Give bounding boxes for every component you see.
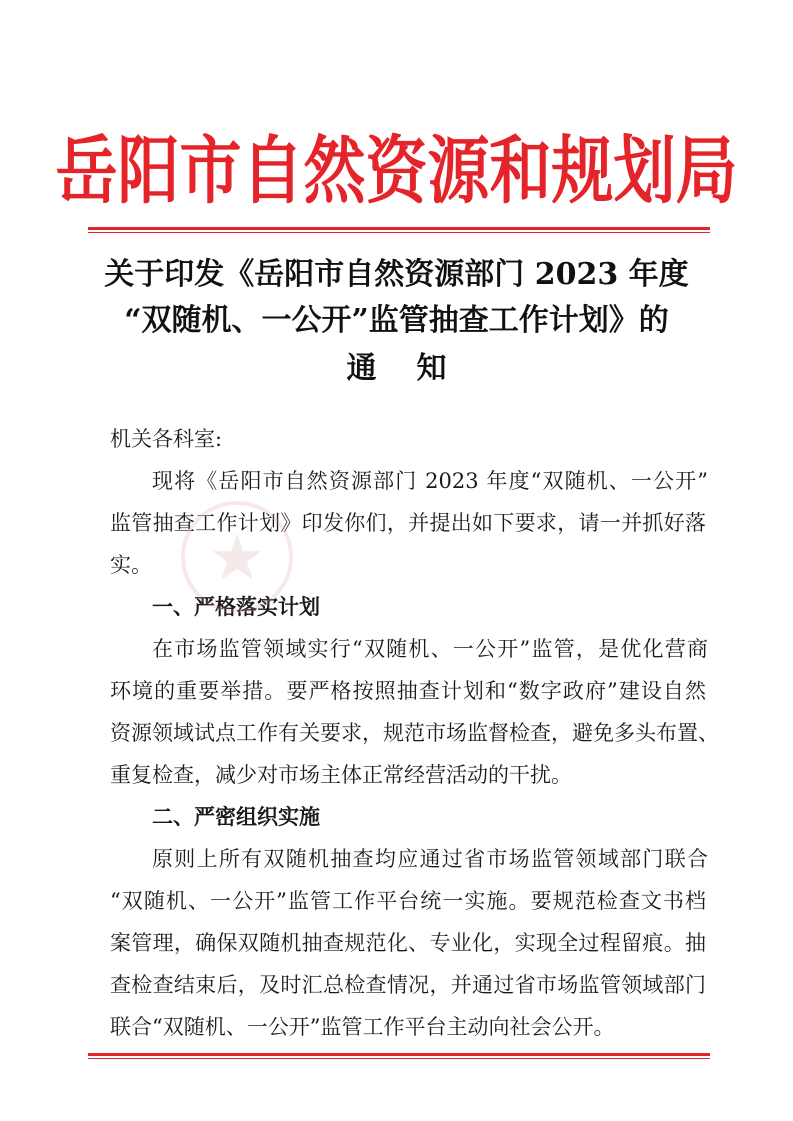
footer-rule-thick [88, 1053, 710, 1056]
notice-title-line-2: “双随机、一公开”监管抽查工作计划》的 [124, 303, 669, 338]
masthead-title: 岳阳市自然资源和规划局 [55, 127, 738, 214]
section-2-line: 原则上所有双随机抽查均应通过省市场监管领域部门联合 [152, 847, 708, 871]
salutation: 机关各科室: [110, 427, 223, 451]
section-1-line: 在市场监管领域实行“双随机、一公开”监管，是优化营商 [152, 637, 708, 661]
intro-line: 现将《岳阳市自然资源部门 2023 年度“双随机、一公开” [152, 469, 708, 493]
faint-seal-stamp [178, 498, 296, 616]
section-2-line: 案管理，确保双随机抽查规范化、专业化，实现全过程留痕。抽 [110, 931, 706, 955]
intro-line: 实。 [110, 553, 152, 577]
notice-title-line-3: 通知 [346, 351, 487, 386]
section-2-line: 查检查结束后，及时汇总检查情况，并通过省市场监管领域部门 [110, 973, 706, 997]
notice-title-line-1: 关于印发《岳阳市自然资源部门 2023 年度 [104, 257, 689, 292]
section-heading-1: 一、严格落实计划 [152, 595, 320, 619]
section-1-line: 重复检查，减少对市场主体正常经营活动的干扰。 [110, 763, 572, 787]
section-heading-2: 二、严密组织实施 [152, 805, 320, 829]
footer-rule-thin [88, 1058, 710, 1059]
section-1-line: 环境的重要举措。要严格按照抽查计划和“数字政府”建设自然 [110, 679, 706, 703]
section-2-line: “双随机、一公开”监管工作平台统一实施。要规范检查文书档 [110, 889, 706, 913]
masthead-rule-thin [88, 232, 710, 233]
section-1-line: 资源领域试点工作有关要求，规范市场监督检查，避免多头布置、 [110, 721, 719, 745]
intro-line: 监管抽查工作计划》印发你们，并提出如下要求，请一并抓好落 [110, 511, 706, 535]
masthead-rule-thick [88, 227, 710, 230]
section-2-line: 联合“双随机、一公开”监管工作平台主动向社会公开。 [110, 1015, 615, 1039]
